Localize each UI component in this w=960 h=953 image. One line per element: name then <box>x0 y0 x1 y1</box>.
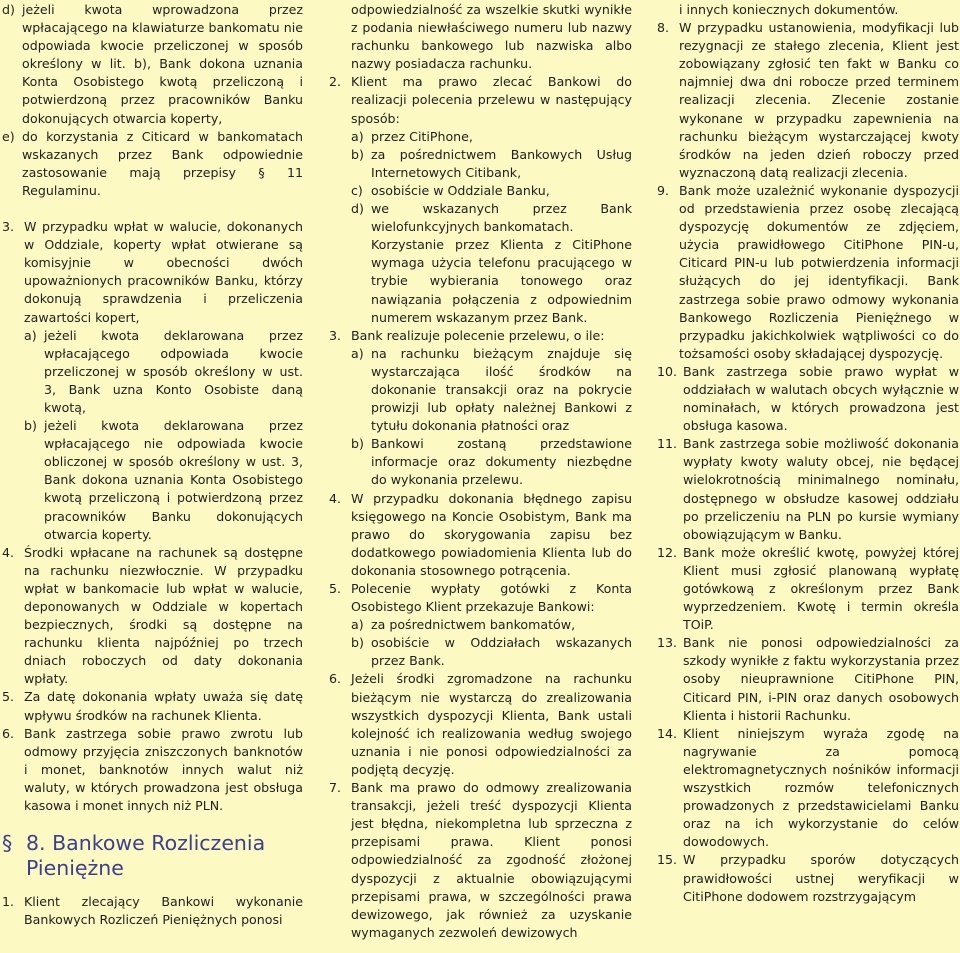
paragraph-number: 11. <box>657 436 678 452</box>
item-text: we wskazanych przez Bank wielofunkcyjnych bankomatach. <box>371 201 632 235</box>
paragraph-text: Środki wpłacane na rachunek są dostępne na rachunku niezwłocznie. W przypadku wpłat w bankomacie lub wpłat w walucie, deponowanych w Oddziale w kopertach bezpiecznych, środki są dostępne na rachunku klienta najpóźniej po trzech dniach roboczych od daty dokonania wpłaty. <box>24 544 303 687</box>
paragraph-text: Bank zastrzega sobie prawo zwrotu lub odmowy przyjęcia zniszczonych banknotów i monet, banknotów innych walut niż waluty, w których prowadzona jest obsługa kasowa i monet innych niż PLN. <box>24 725 303 814</box>
item-label: a) <box>351 128 364 144</box>
item-label: a) <box>351 345 364 361</box>
list-item <box>2 417 303 544</box>
paragraph-9 <box>657 182 959 363</box>
paragraph-text: Klient niniejszym wyraża zgodę na nagrywanie za pomocą elektromagnetycznych nośników informacji wszystkich rozmów telefonicznych prowadzonych z przedstawicielami Banku oraz na ich wykorzystanie do celów dowodowych. <box>683 725 959 850</box>
paragraph-15 <box>657 851 959 905</box>
item-label: e) <box>2 128 15 144</box>
list-item <box>329 616 632 634</box>
item-label: c) <box>351 182 363 198</box>
paragraph-text: W przypadku ustanowienia, modyfikacji lub rezygnacji ze stałego zlecenia, Klient jest zobowiązany zgłosić ten fakt w Banku co najmniej dwa dni robocze przed terminem realizacji zlecenia. Zlecenie zostanie wykonane w przypadku zapewnienia na rachunku bieżącym wystarczającej kwoty środków na jeden dzień roboczy przed wyznaczoną datą realizacji zlecenia. <box>679 20 959 180</box>
item-text: za pośrednictwem bankomatów, <box>371 617 576 633</box>
column-2 <box>329 1 632 942</box>
paragraph-number: 2. <box>329 74 342 90</box>
paragraph-10 <box>657 363 959 435</box>
paragraph-text: Bank może określić kwotę, powyżej której Klient musi zgłosić planowaną wypłatę gotówkową z określonym przez Bank wyprzedzeniem. Kwotę i termin określa TOiP. <box>683 544 959 633</box>
paragraph-13 <box>657 634 959 724</box>
paragraph-number: 6. <box>2 725 15 741</box>
item-label: a) <box>351 617 364 633</box>
item-text: na rachunku bieżącym znajduje się wystarczająca ilość środków na dokonanie transakcji oraz na pokrycie prowizji lub opłaty należnej Bankowi z tytułu dokonania płatności oraz <box>371 345 632 434</box>
paragraph-number: 5. <box>2 689 15 705</box>
paragraph-text: W przypadku sporów dotyczących prawidłowości ustnej weryfikacji w CitiPhone dodowem rozstrzygającym <box>683 852 959 904</box>
paragraph-text: Klient ma prawo zlecać Bankowi do realizacji polecenia przelewu w następujący sposób: <box>351 74 632 126</box>
paragraph-6 <box>2 725 303 815</box>
list-item <box>2 128 303 200</box>
item-text: jeżeli kwota deklarowana przez wpłacającego nie odpowiada kwocie obliczonej w sposób określony w ust. 3, Bank dokona uznania Konta Osobistego kwotą przeliczoną i potwierdzoną przez pracowników Banku dokonujących otwarcia koperty. <box>44 418 303 542</box>
item-label: b) <box>351 635 364 651</box>
paragraph-5 <box>329 580 632 616</box>
paragraph-11 <box>657 435 959 544</box>
list-item <box>329 634 632 670</box>
paragraph-14 <box>657 725 959 852</box>
paragraph-7 <box>329 779 632 942</box>
paragraph-number: 4. <box>2 544 15 560</box>
list-item <box>2 327 303 417</box>
paragraph-note: Korzystanie przez Klienta z CitiPhone wymaga użycia telefonu pracującego w trybie wybierania tonowego oraz nawiązania połączenia z odpowiednim numerem wskazanym przez Bank. <box>371 237 632 325</box>
paragraph-1 <box>2 893 303 929</box>
section-title: 8. Bankowe Rozliczenia Pieniężne <box>26 831 266 881</box>
paragraph-3 <box>329 327 632 345</box>
paragraph-text: Bank nie ponosi odpowiedzialności za szkody wynikłe z faktu wykorzystania przez osoby nieuprawnione CitiPhone PIN, Citicard PIN, i-PIN oraz danych osobowych Klienta i historii Rachunku. <box>683 635 959 723</box>
item-label: a) <box>24 327 37 343</box>
column-1 <box>2 1 303 929</box>
paragraph-3 <box>2 218 303 327</box>
paragraph-4 <box>2 544 303 689</box>
paragraph-text: Bank realizuje polecenie przelewu, o ile: <box>351 327 605 343</box>
paragraph-text: Za datę dokonania wpłaty uważa się datę wpływu środków na rachunek Klienta. <box>24 689 303 723</box>
column-3 <box>657 1 959 906</box>
paragraph-6 <box>329 670 632 779</box>
item-label: b) <box>24 418 37 434</box>
paragraph-number: 1. <box>2 894 15 910</box>
paragraph-text: Bank może uzależnić wykonanie dyspozycji od przedstawienia przez osobę zlecającą dyspozycję dokumentów ze zdjęciem, użycia prawidłowego CitiPhone PIN-u, Citicard PIN-u lub potwierdzenia informacji służących do jej identyfikacji. Bank zastrzega sobie prawo odmowy wykonania Bankowego Rozliczenia Pieniężnego w przypadku jakichkolwiek wątpliwości co do tożsamości osoby składającej dyspozycję. <box>679 182 959 361</box>
list-item <box>329 182 632 200</box>
paragraph-number: 5. <box>329 581 342 596</box>
item-text: osobiście w Oddziałach wskazanych przez Bank. <box>371 635 632 669</box>
item-label: b) <box>351 436 364 452</box>
item-text: do korzystania z Citicard w bankomatach wskazanych przez Bank odpowiednie zastosowanie mają przepisy § 11 Regulaminu. <box>22 128 303 198</box>
paragraph-8 <box>657 19 959 182</box>
item-text: osobiście w Oddziale Banku, <box>371 182 550 198</box>
continued-text: i innych koniecznych dokumentów. <box>679 2 899 17</box>
paragraph-number: 8. <box>657 20 670 36</box>
item-text: przez CitiPhone, <box>371 128 473 144</box>
paragraph-number: 4. <box>329 490 342 506</box>
paragraph-text: W przypadku dokonania błędnego zapisu księgowego na Koncie Osobistym, Bank ma prawo do skorygowania zapisu bez dodatkowego powiadomienia Klienta lub do dokonania stosownego potrącenia. <box>351 490 632 578</box>
item-text: jeżeli kwota deklarowana przez wpłacającego odpowiada kwocie przeliczonej w sposób określony w ust. 3, Bank uzna Konto Osobiste daną kwotą, <box>44 327 303 415</box>
paragraph-2 <box>329 73 632 127</box>
paragraph-number: 3. <box>329 327 342 343</box>
item-label: b) <box>351 146 364 162</box>
paragraph-5 <box>2 688 303 724</box>
paragraph-number: 10. <box>657 363 678 379</box>
item-text: Bankowi zostaną przedstawione informacje oraz dokumenty niezbędne do wykonania przelewu. <box>371 436 632 488</box>
paragraph-number: 12. <box>657 544 678 560</box>
section-heading <box>2 831 303 881</box>
paragraph-number: 15. <box>657 852 678 868</box>
section-sign: § <box>2 831 13 856</box>
paragraph-text: Jeżeli środki zgromadzone na rachunku bieżącym nie wystarczą do zrealizowania wszystkich dyspozycji Klienta, Bank ustali kolejność ich realizowania według swojego uznania i nie ponosi odpowiedzialności za podjętą decyzję. <box>351 671 632 777</box>
paragraph-number: 6. <box>329 671 342 687</box>
paragraph-text: Klient zlecający Bankowi wykonanie Bankowych Rozliczeń Pieniężnych ponosi <box>24 894 303 928</box>
list-item <box>329 146 632 182</box>
continued-text: odpowiedzialność za wszelkie skutki wynikłe z podania niewłaściwego numeru lub nazwy rachunku bankowego lub nazwiska albo nazwy posiadacza rachunku. <box>351 2 632 72</box>
paragraph-text: Bank ma prawo do odmowy zrealizowania transakcji, jeżeli treść dyspozycji Klienta jest błędna, niekompletna lub sprzeczna z przepisami prawa. Klient ponosi odpowiedzialność za zgodność złożonej dyspozycji z aktualnie obowiązującymi przepisami prawa, w szczególności prawa dewizowego, jak również za uzyskanie wymaganych zezwoleń dewizowych <box>351 780 632 940</box>
paragraph-number: 7. <box>329 780 342 796</box>
list-item <box>329 345 632 435</box>
item-text: jeżeli kwota wprowadzona przez wpłacającego na klawiaturze bankomatu nie odpowiada kwocie przeliczonej w sposób określony w lit. b), Bank dokona uznania Konta Osobistego kwotą przeliczoną i potwierdzoną przez pracowników Banku dokonujących otwarcia koperty, <box>22 2 303 126</box>
item-label: d) <box>2 2 15 17</box>
paragraph-4 <box>329 490 632 580</box>
item-text: za pośrednictwem Bankowych Usług Internetowych Citibank, <box>371 146 632 180</box>
list-item <box>2 1 303 128</box>
paragraph-number: 13. <box>657 635 678 651</box>
list-item <box>329 128 632 146</box>
paragraph-text: Bank zastrzega sobie prawo wypłat w oddziałach w walutach obcych wyłącznie w nominałach, w których prowadzona jest obsługa kasowa. <box>683 363 959 434</box>
list-item <box>329 200 632 236</box>
paragraph-text: Bank zastrzega sobie możliwość dokonania wypłaty kwoty waluty obcej, nie będącej wielokrotnością minimalnego nominału, dostępnego w obsłudze kasowej oddziału po przeliczeniu na PLN po kursie wymiany obowiązującym w Banku. <box>683 436 959 542</box>
list-item <box>329 435 632 489</box>
paragraph-number: 9. <box>657 182 670 198</box>
paragraph-number: 14. <box>657 725 678 741</box>
paragraph-text: W przypadku wpłat w walucie, dokonanych w Oddziale, koperty wpłat otwierane są komisyjnie w obecności dwóch upoważnionych pracowników Banku, którzy dokonują sprawdzenia i przeliczenia zawartości kopert, <box>24 219 303 325</box>
paragraph-12 <box>657 544 959 634</box>
paragraph-number: 3. <box>2 219 15 235</box>
item-label: d) <box>351 201 364 217</box>
paragraph-text: Polecenie wypłaty gotówki z Konta Osobistego Klient przekazuje Bankowi: <box>351 581 632 615</box>
